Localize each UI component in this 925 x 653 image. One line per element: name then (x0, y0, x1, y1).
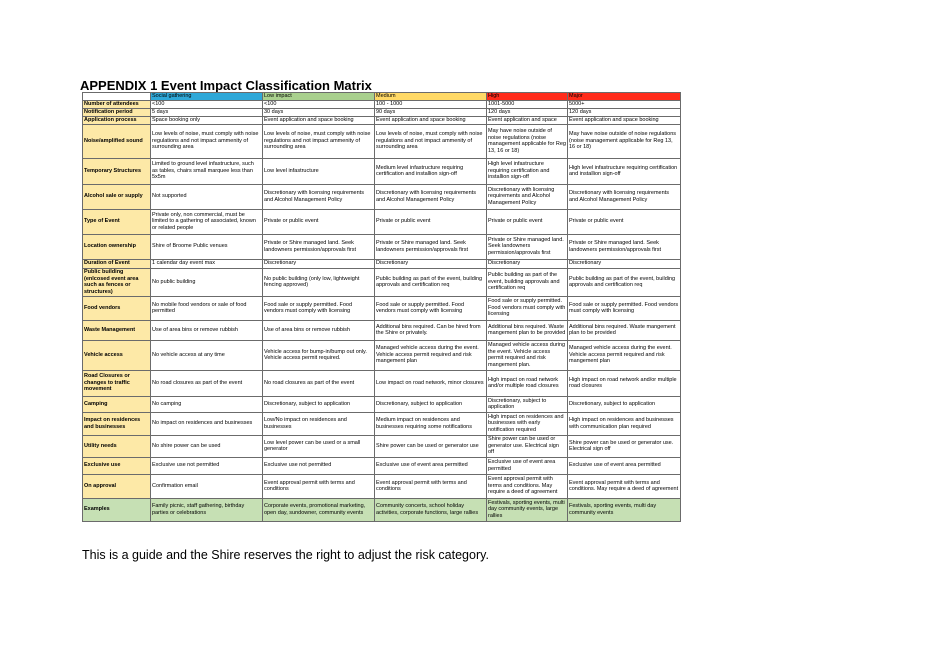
table-cell: Low levels of noise, must comply with noise regulations and not impact ammenity of surrounding area (263, 124, 375, 158)
table-row (83, 340, 681, 370)
table-row (83, 234, 681, 259)
row-label: Vehicle access (83, 340, 151, 370)
table-cell: Vehicle access for bump-in/bump out only. Vehicle access permit required. (263, 340, 375, 370)
table-cell: Shire power can be used or generator use. Electrical sign off (568, 435, 681, 457)
table-cell: 100 - 1000 (375, 100, 487, 108)
table-cell: 5000+ (568, 100, 681, 108)
table-cell: Community concerts, school holiday activities, corporate functions, large rallies (375, 498, 487, 521)
table-cell: High level infastructure requiring certification and installion sign-off (487, 158, 568, 184)
table-cell: Limited to ground level infastructure, such as tables, chairs small marquee less than 5x5m (151, 158, 263, 184)
table-row (83, 116, 681, 124)
table-row (83, 184, 681, 209)
table-cell: Private or Shire managed land. Seek landowners permission/approvals first (263, 234, 375, 259)
table-row (83, 259, 681, 268)
table-cell: No vehicle access at any time (151, 340, 263, 370)
table-cell: Additional bins required. Waste mangement plan to be provided (487, 320, 568, 340)
row-label: Food vendors (83, 296, 151, 320)
table-cell: Public building as part of the event, building approvals and certification req (568, 268, 681, 296)
table-cell: High impact on road network and/or multiple road closures (487, 370, 568, 396)
table-cell: Low levels of noise, must comply with noise regulations and not impact ammenity of surrounding area (375, 124, 487, 158)
table-cell: No road closures as part of the event (263, 370, 375, 396)
table-cell: Festivals, sporting events, multi day community events (568, 498, 681, 521)
table-cell: Event approval permit with terms and conditions. May require a deed of agreement (487, 474, 568, 498)
table-cell: <100 (263, 100, 375, 108)
table-cell: Low level infastructure (263, 158, 375, 184)
column-header-major: Major (568, 93, 681, 101)
table-cell: No road closures as part of the event (151, 370, 263, 396)
table-cell: No camping (151, 396, 263, 412)
header-corner (83, 93, 151, 101)
table-cell: High level infastructure requiring certification and installion sign-off (568, 158, 681, 184)
table-row (83, 158, 681, 184)
row-label: Camping (83, 396, 151, 412)
table-cell: 90 days (375, 108, 487, 116)
table-cell: Private or Shire managed land. Seek landowners permission/approvals first (568, 234, 681, 259)
table-row (83, 474, 681, 498)
table-cell: Event approval permit with terms and conditions. May require a deed of agreement (568, 474, 681, 498)
table-cell: May have noise outside of noise regulations (noise management applicable for Reg 13, 16 or 18) (568, 124, 681, 158)
table-cell: Private or Shire managed land. Seek landowners permission/approvals first (375, 234, 487, 259)
table-cell: May have noise outside of noise regulations (noise management applicable for Reg 13, 16 or 18) (487, 124, 568, 158)
table-cell: 120 days (487, 108, 568, 116)
row-label: Location ownership (83, 234, 151, 259)
table-row (83, 100, 681, 108)
table-row (83, 412, 681, 435)
table-cell: Shire power can be used or generator use (375, 435, 487, 457)
table-cell: Private or public event (487, 209, 568, 234)
table-cell: Low impact on road network, minor closures (375, 370, 487, 396)
table-cell: No public building (only low, lightweight fencing approved) (263, 268, 375, 296)
table-cell: Discretionary with licensing requirements and Alcohol Management Policy (263, 184, 375, 209)
table-cell: Shire power can be used or generator use. Electrical sign off (487, 435, 568, 457)
matrix-body (83, 93, 681, 522)
table-row (83, 320, 681, 340)
row-label: Number of attendees (83, 100, 151, 108)
table-cell: Corporate events, promotional marketing, open day, sundowner, community events (263, 498, 375, 521)
table-cell: No mobile food vendors or sale of food permitted (151, 296, 263, 320)
row-label: Utility needs (83, 435, 151, 457)
table-cell: Discretionary, subject to application (375, 396, 487, 412)
table-cell: Low levels of noise, must comply with noise regulations and not impact ammenity of surrounding area (151, 124, 263, 158)
table-cell: Private only, non commercial, must be limited to a gathering of associated, known or related people (151, 209, 263, 234)
classification-matrix (82, 92, 681, 522)
table-cell: No impact on residences and businesses (151, 412, 263, 435)
column-header-social: Social gathering (151, 93, 263, 101)
table-cell: Discretionary with licensing requirements and Alcohol Management Policy (487, 184, 568, 209)
column-header-low: Low impact (263, 93, 375, 101)
footer-note: This is a guide and the Shire reserves the right to adjust the risk category. (82, 548, 489, 562)
table-cell: High impact on road network and/or multiple road closures (568, 370, 681, 396)
row-label: Temporary Structures (83, 158, 151, 184)
table-row (83, 457, 681, 474)
row-label: Road Closures or changes to traffic movement (83, 370, 151, 396)
table-cell: Discretionary with licensing requirements and Alcohol Management Policy (375, 184, 487, 209)
table-cell: Discretionary (487, 259, 568, 268)
row-label: Exclusive use (83, 457, 151, 474)
table-row (83, 124, 681, 158)
table-cell: Medium impact on residences and businesses requiring some notifications (375, 412, 487, 435)
table-cell: Food sale or supply permitted. Food vendors must comply with licensing (568, 296, 681, 320)
table-cell: No shire power can be used (151, 435, 263, 457)
table-cell: 5 days (151, 108, 263, 116)
table-cell: No public building (151, 268, 263, 296)
row-label: Public building (enlcosed event area such as fences or structures) (83, 268, 151, 296)
table-cell: Low level power can be used or a small generator (263, 435, 375, 457)
table-cell: Private or Shire managed land. Seek landowners permission/approvals first (487, 234, 568, 259)
table-cell: 1001-5000 (487, 100, 568, 108)
table-cell: Managed vehicle access during the event. Vehicle access permit required and risk mangement plan (375, 340, 487, 370)
table-cell: Private or public event (375, 209, 487, 234)
table-cell: Low/No impact on residences and businesses (263, 412, 375, 435)
table-cell: Managed vehicle access during the event. Vehicle access permit required and risk mangement plan (568, 340, 681, 370)
table-cell: Discretionary with licensing requirements and Alcohol Management Policy (568, 184, 681, 209)
table-cell: Event application and space booking (375, 116, 487, 124)
row-label: On approval (83, 474, 151, 498)
row-label: Examples (83, 498, 151, 521)
table-cell: Event application and space booking (568, 116, 681, 124)
table-cell: Discretionary (375, 259, 487, 268)
table-row (83, 296, 681, 320)
table-cell: Shire of Broome Public venues (151, 234, 263, 259)
table-cell: Confirmation email (151, 474, 263, 498)
table-cell: Managed vehicle access during the event. Vehicle access permit required and risk mangement plan. (487, 340, 568, 370)
table-cell: Exclusive use not permitted (151, 457, 263, 474)
table-cell: Discretionary (568, 259, 681, 268)
column-header-medium: Medium (375, 93, 487, 101)
table-cell: High impact on residences and businesses with early notification required (487, 412, 568, 435)
table-row (83, 498, 681, 521)
table-cell: Exclusive use of event area permitted (568, 457, 681, 474)
table-row (83, 396, 681, 412)
table-cell: Exclusive use of event area permitted (487, 457, 568, 474)
column-header-high: High (487, 93, 568, 101)
table-cell: Public building as part of the event, building approvals and certification req (487, 268, 568, 296)
table-cell: Additional bins required. Can be hired from the Shire or privately. (375, 320, 487, 340)
page-title: APPENDIX 1 Event Impact Classification Matrix (80, 78, 372, 93)
table-cell: Exclusive use not permitted (263, 457, 375, 474)
header-row (83, 93, 681, 101)
table-cell: Use of area bins or remove rubbish (151, 320, 263, 340)
table-row (83, 108, 681, 116)
table-cell: Discretionary, subject to application (568, 396, 681, 412)
table-cell: Event application and space (487, 116, 568, 124)
table-cell: Discretionary (263, 259, 375, 268)
row-label: Noise/amplified sound (83, 124, 151, 158)
row-label: Alcohol sale or supply (83, 184, 151, 209)
table-cell: Exclusive use of event area permitted (375, 457, 487, 474)
row-label: Impact on residences and businesses (83, 412, 151, 435)
row-label: Application process (83, 116, 151, 124)
table-cell: Food sale or supply permitted. Food vendors must comply with licensing (263, 296, 375, 320)
table-cell: Event approval permit with terms and conditions (375, 474, 487, 498)
table-cell: Food sale or supply permitted. Food vendors must comply with licensing (375, 296, 487, 320)
table-cell: High impact on residences and businesses with communication plan required (568, 412, 681, 435)
table-cell: Space booking only (151, 116, 263, 124)
table-cell: Medium level infastructure requiring certification and installion sign-off (375, 158, 487, 184)
table-cell: Discretionary, subject to application (487, 396, 568, 412)
table-cell: 1 calendar day event max (151, 259, 263, 268)
table-cell: Private or public event (568, 209, 681, 234)
table-cell: Not supported (151, 184, 263, 209)
table-cell: Additional bins required. Waste mangement plan to be provided (568, 320, 681, 340)
table-row (83, 435, 681, 457)
table-cell: <100 (151, 100, 263, 108)
table-cell: 120 days (568, 108, 681, 116)
table-cell: Event approval permit with terms and conditions (263, 474, 375, 498)
table-cell: 30 days (263, 108, 375, 116)
table-cell: Food sale or supply permitted. Food vendors must comply with licensing (487, 296, 568, 320)
table-row (83, 268, 681, 296)
table-cell: Private or public event (263, 209, 375, 234)
table-row (83, 209, 681, 234)
table-cell: Festivals, sporting events, multi day community events, large rallies (487, 498, 568, 521)
table-cell: Event application and space booking (263, 116, 375, 124)
table-cell: Public building as part of the event, building approvals and certification req (375, 268, 487, 296)
table-cell: Use of area bins or remove rubbish (263, 320, 375, 340)
row-label: Notification period (83, 108, 151, 116)
table-cell: Family picnic, staff gathering, birthday parties or celebrations (151, 498, 263, 521)
table-cell: Discretionary, subject to application (263, 396, 375, 412)
table-row (83, 370, 681, 396)
row-label: Type of Event (83, 209, 151, 234)
row-label: Waste Management (83, 320, 151, 340)
row-label: Duration of Event (83, 259, 151, 268)
